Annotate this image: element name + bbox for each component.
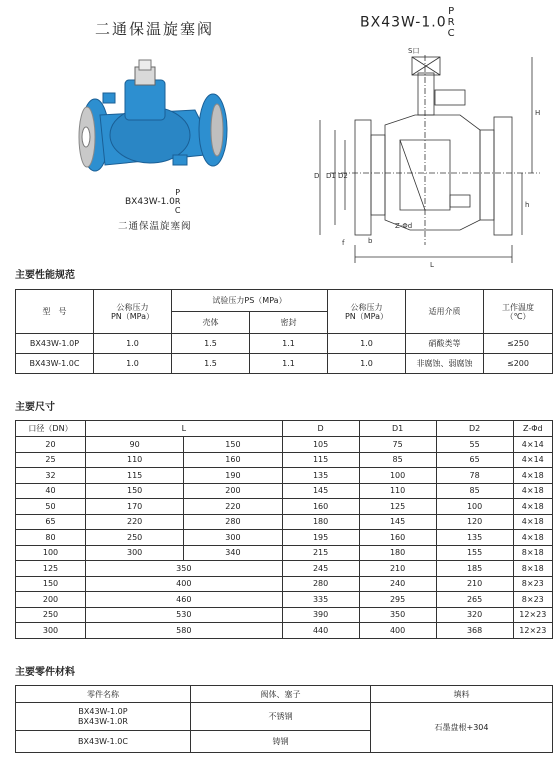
- cell: 12×23: [513, 607, 552, 623]
- table-row: [16, 499, 553, 515]
- cell: 180: [359, 545, 436, 561]
- cell: 12×23: [513, 623, 552, 639]
- cell: 210: [359, 561, 436, 577]
- cell: 300: [16, 623, 86, 639]
- table-row: [16, 437, 553, 453]
- table-row: [16, 483, 553, 499]
- cell: 20: [16, 437, 86, 453]
- cell: 250: [86, 530, 184, 546]
- col-seal: 密封: [250, 312, 328, 334]
- cell: 440: [282, 623, 359, 639]
- cell: 135: [282, 468, 359, 484]
- cell: 100: [436, 499, 513, 515]
- cell: 1.0: [328, 354, 406, 374]
- table-row: [16, 334, 553, 354]
- cell: 400: [86, 576, 283, 592]
- label-l: L: [430, 261, 434, 269]
- cell: 155: [436, 545, 513, 561]
- materials-table: [15, 685, 553, 753]
- cell: 1.0: [94, 334, 172, 354]
- cell: 75: [359, 437, 436, 453]
- table-row: [16, 561, 553, 577]
- cell: 280: [184, 514, 282, 530]
- col-pn: 公称压力 PN（MPa）: [94, 290, 172, 334]
- cell: 320: [436, 607, 513, 623]
- cell: 335: [282, 592, 359, 608]
- table-row: [16, 514, 553, 530]
- cell: 90: [86, 437, 184, 453]
- cell: 4×18: [513, 514, 552, 530]
- col-l: L: [86, 421, 283, 437]
- cell: 硝酸类等: [406, 334, 484, 354]
- col-shell: 壳体: [172, 312, 250, 334]
- cell: BX43W-1.0C: [16, 731, 191, 753]
- cell: 190: [184, 468, 282, 484]
- cell: 200: [184, 483, 282, 499]
- table-row: [16, 703, 553, 731]
- cell: BX43W-1.0C: [16, 354, 94, 374]
- cell: 150: [86, 483, 184, 499]
- cell: 300: [184, 530, 282, 546]
- caption-prefix: BX43W-1.0: [125, 197, 175, 207]
- cell: 4×18: [513, 499, 552, 515]
- col-medium: 适用介质: [406, 290, 484, 334]
- cell: 220: [184, 499, 282, 515]
- cell: 1.1: [250, 354, 328, 374]
- cell: 125: [359, 499, 436, 515]
- col-packing: 填料: [371, 686, 553, 703]
- cell: 210: [436, 576, 513, 592]
- col-test-pressure: 试验压力PS（MPa）: [172, 290, 328, 312]
- photo-caption-name: 二通保温旋塞阀: [118, 221, 192, 232]
- col-pn2: 公称压力 PN（MPa）: [328, 290, 406, 334]
- col-dn: 口径（DN）: [16, 421, 86, 437]
- cell: 350: [86, 561, 283, 577]
- cell: 160: [184, 452, 282, 468]
- table-row: [16, 545, 553, 561]
- cell: 115: [86, 468, 184, 484]
- photo-caption-model: [125, 188, 180, 215]
- col-d: D: [282, 421, 359, 437]
- caption-variants: [175, 188, 181, 215]
- caption-variant-p: P: [175, 188, 181, 197]
- label-b: b: [368, 237, 373, 245]
- table-row: [16, 623, 553, 639]
- dimensions-table: [15, 420, 553, 639]
- cell: 65: [436, 452, 513, 468]
- table-row: [16, 530, 553, 546]
- cell: 4×18: [513, 468, 552, 484]
- label-s: S口: [408, 47, 420, 55]
- cell: 4×14: [513, 437, 552, 453]
- cell: 100: [16, 545, 86, 561]
- cell: 368: [436, 623, 513, 639]
- cell: 110: [359, 483, 436, 499]
- label-d2: D2: [338, 172, 348, 180]
- col-body: 阀体、塞子: [191, 686, 371, 703]
- cell: 8×18: [513, 545, 552, 561]
- cell: 4×14: [513, 452, 552, 468]
- cell: 185: [436, 561, 513, 577]
- label-zd: Z-Φd: [395, 222, 413, 230]
- cell: 78: [436, 468, 513, 484]
- cell: 580: [86, 623, 283, 639]
- cell: 220: [86, 514, 184, 530]
- cell: 245: [282, 561, 359, 577]
- cell: 180: [282, 514, 359, 530]
- table-row: [16, 452, 553, 468]
- cell: 4×18: [513, 530, 552, 546]
- cell: 1.0: [328, 334, 406, 354]
- cell: 530: [86, 607, 283, 623]
- cell: 135: [436, 530, 513, 546]
- variant-r: R: [447, 17, 456, 28]
- cell: 215: [282, 545, 359, 561]
- cell: 250: [16, 607, 86, 623]
- col-z: Z-Φd: [513, 421, 552, 437]
- cell: 460: [86, 592, 283, 608]
- model-variants: [448, 6, 456, 39]
- page-title: 二通保温旋塞阀: [95, 20, 215, 38]
- cell: ≤200: [484, 354, 553, 374]
- cell: 40: [16, 483, 86, 499]
- cell: 80: [16, 530, 86, 546]
- cell: 200: [16, 592, 86, 608]
- performance-heading: 主要性能规范: [15, 270, 75, 281]
- cell: 115: [282, 452, 359, 468]
- variant-c: C: [447, 28, 456, 39]
- caption-variant-r: R: [174, 197, 181, 206]
- model-prefix: BX43W-1.0: [360, 14, 447, 31]
- valve-photo: [65, 55, 240, 200]
- table-row: [16, 468, 553, 484]
- cell: 非腐蚀、弱腐蚀: [406, 354, 484, 374]
- materials-heading: 主要零件材料: [15, 667, 75, 678]
- cell: 105: [282, 437, 359, 453]
- label-hh: h: [525, 201, 530, 209]
- cell: 120: [436, 514, 513, 530]
- cell: 1.1: [250, 334, 328, 354]
- table-row: [16, 354, 553, 374]
- table-row: [16, 592, 553, 608]
- cell: 170: [86, 499, 184, 515]
- cell: 125: [16, 561, 86, 577]
- col-d2: D2: [436, 421, 513, 437]
- col-model: 型 号: [16, 290, 94, 334]
- cell: ≤250: [484, 334, 553, 354]
- cell: 4×18: [513, 483, 552, 499]
- cell: 195: [282, 530, 359, 546]
- table-row: [16, 576, 553, 592]
- cell: 160: [359, 530, 436, 546]
- cell: 400: [359, 623, 436, 639]
- label-f: f: [342, 239, 345, 247]
- model-number-heading: [360, 6, 456, 39]
- cell: 25: [16, 452, 86, 468]
- cell: 不锈钢: [191, 703, 371, 731]
- cell: 350: [359, 607, 436, 623]
- dimensions-heading: 主要尺寸: [15, 402, 55, 413]
- cell: 1.5: [172, 354, 250, 374]
- cell: 85: [436, 483, 513, 499]
- cell-packing: 石墨盘根+304: [371, 703, 553, 753]
- cell: 65: [16, 514, 86, 530]
- col-d1: D1: [359, 421, 436, 437]
- performance-table: [15, 289, 553, 374]
- cell: 1.0: [94, 354, 172, 374]
- cell: 145: [282, 483, 359, 499]
- cell: 295: [359, 592, 436, 608]
- cell: BX43W-1.0P: [16, 334, 94, 354]
- table-row: [16, 607, 553, 623]
- cell: 150: [184, 437, 282, 453]
- cell: 265: [436, 592, 513, 608]
- cell: 100: [359, 468, 436, 484]
- cell: 110: [86, 452, 184, 468]
- cell: 8×23: [513, 576, 552, 592]
- cell: 8×23: [513, 592, 552, 608]
- cell: 390: [282, 607, 359, 623]
- cell: 300: [86, 545, 184, 561]
- cell: 340: [184, 545, 282, 561]
- cell: 8×18: [513, 561, 552, 577]
- cell: 1.5: [172, 334, 250, 354]
- cell: BX43W-1.0P BX43W-1.0R: [16, 703, 191, 731]
- cell: 50: [16, 499, 86, 515]
- cell: 55: [436, 437, 513, 453]
- cell: 160: [282, 499, 359, 515]
- caption-variant-c: C: [174, 206, 181, 215]
- label-h: H: [535, 109, 541, 117]
- cell: 32: [16, 468, 86, 484]
- technical-drawing: [300, 45, 548, 270]
- label-d1: D1: [326, 172, 336, 180]
- cell: 145: [359, 514, 436, 530]
- cell: 280: [282, 576, 359, 592]
- col-temp: 工作温度 （℃）: [484, 290, 553, 334]
- variant-p: P: [448, 6, 456, 17]
- cell: 150: [16, 576, 86, 592]
- label-d: D: [314, 172, 320, 180]
- cell: 85: [359, 452, 436, 468]
- col-part: 零件名称: [16, 686, 191, 703]
- cell: 铸钢: [191, 731, 371, 753]
- cell: 240: [359, 576, 436, 592]
